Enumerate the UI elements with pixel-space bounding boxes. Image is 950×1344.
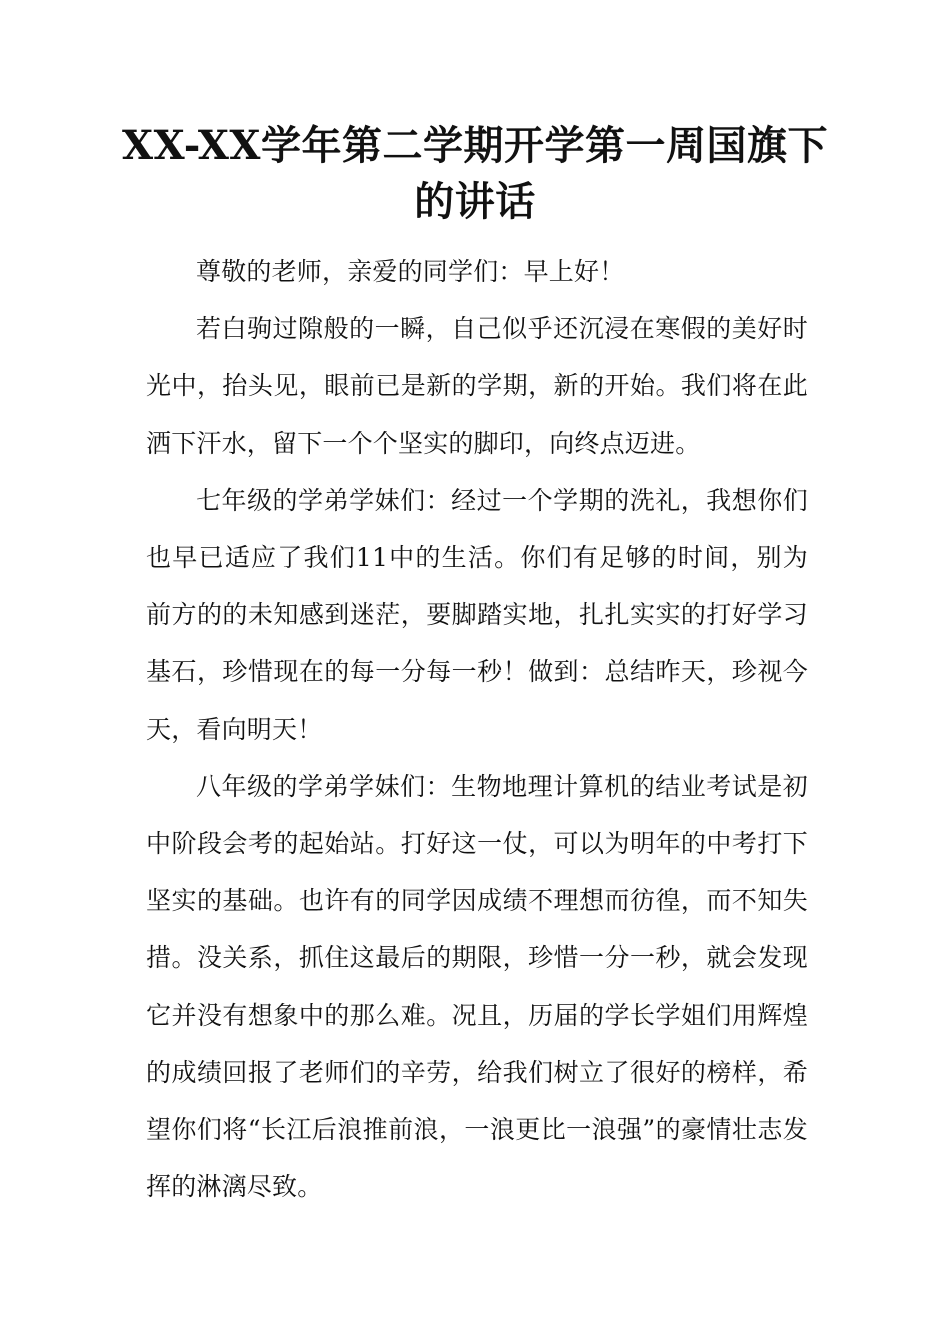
greeting-paragraph: 尊敬的老师，亲爱的同学们：早上好！ — [196, 257, 625, 286]
title-line-1: XX-XX学年第二学期开学第一周国旗下 — [122, 122, 828, 169]
page-title — [100, 118, 850, 230]
grade-eight-paragraph: 八年级的学弟学妹们：生物地理计算机的结业考试是初中阶段会考的起始站。打好这一仗，可以为明年的中考打下坚实的基础。也许有的同学因成绩不理想而彷徨，而不知失措。没关系，抓住这最后的期限，珍惜一分一秒，就会发现它并没有想象中的那么难。况且，历届的学长学姐们用辉煌的成绩回报了老师们的辛劳，给我们树立了很好的榜样，希望你们将“长江后浪推前浪，一浪更比一浪强”的豪情壮志发挥的淋漓尽致。 — [146, 771, 808, 1202]
title-line-2: 的讲话 — [414, 178, 536, 225]
grade-seven-paragraph: 七年级的学弟学妹们：经过一个学期的洗礼，我想你们也早已适应了我们11中的生活。你们有足够的时间，别为前方的的未知感到迷茫，要脚踏实地，扎扎实实的打好学习基石，珍惜现在的每一分每一秒！做到：总结昨天，珍视今天，看向明天！ — [146, 485, 808, 744]
document-body — [146, 243, 808, 1215]
opening-paragraph: 若白驹过隙般的一瞬，自己似乎还沉浸在寒假的美好时光中，抬头见，眼前已是新的学期，新的开始。我们将在此洒下汗水，留下一个个坚实的脚印，向终点迈进。 — [146, 314, 808, 458]
